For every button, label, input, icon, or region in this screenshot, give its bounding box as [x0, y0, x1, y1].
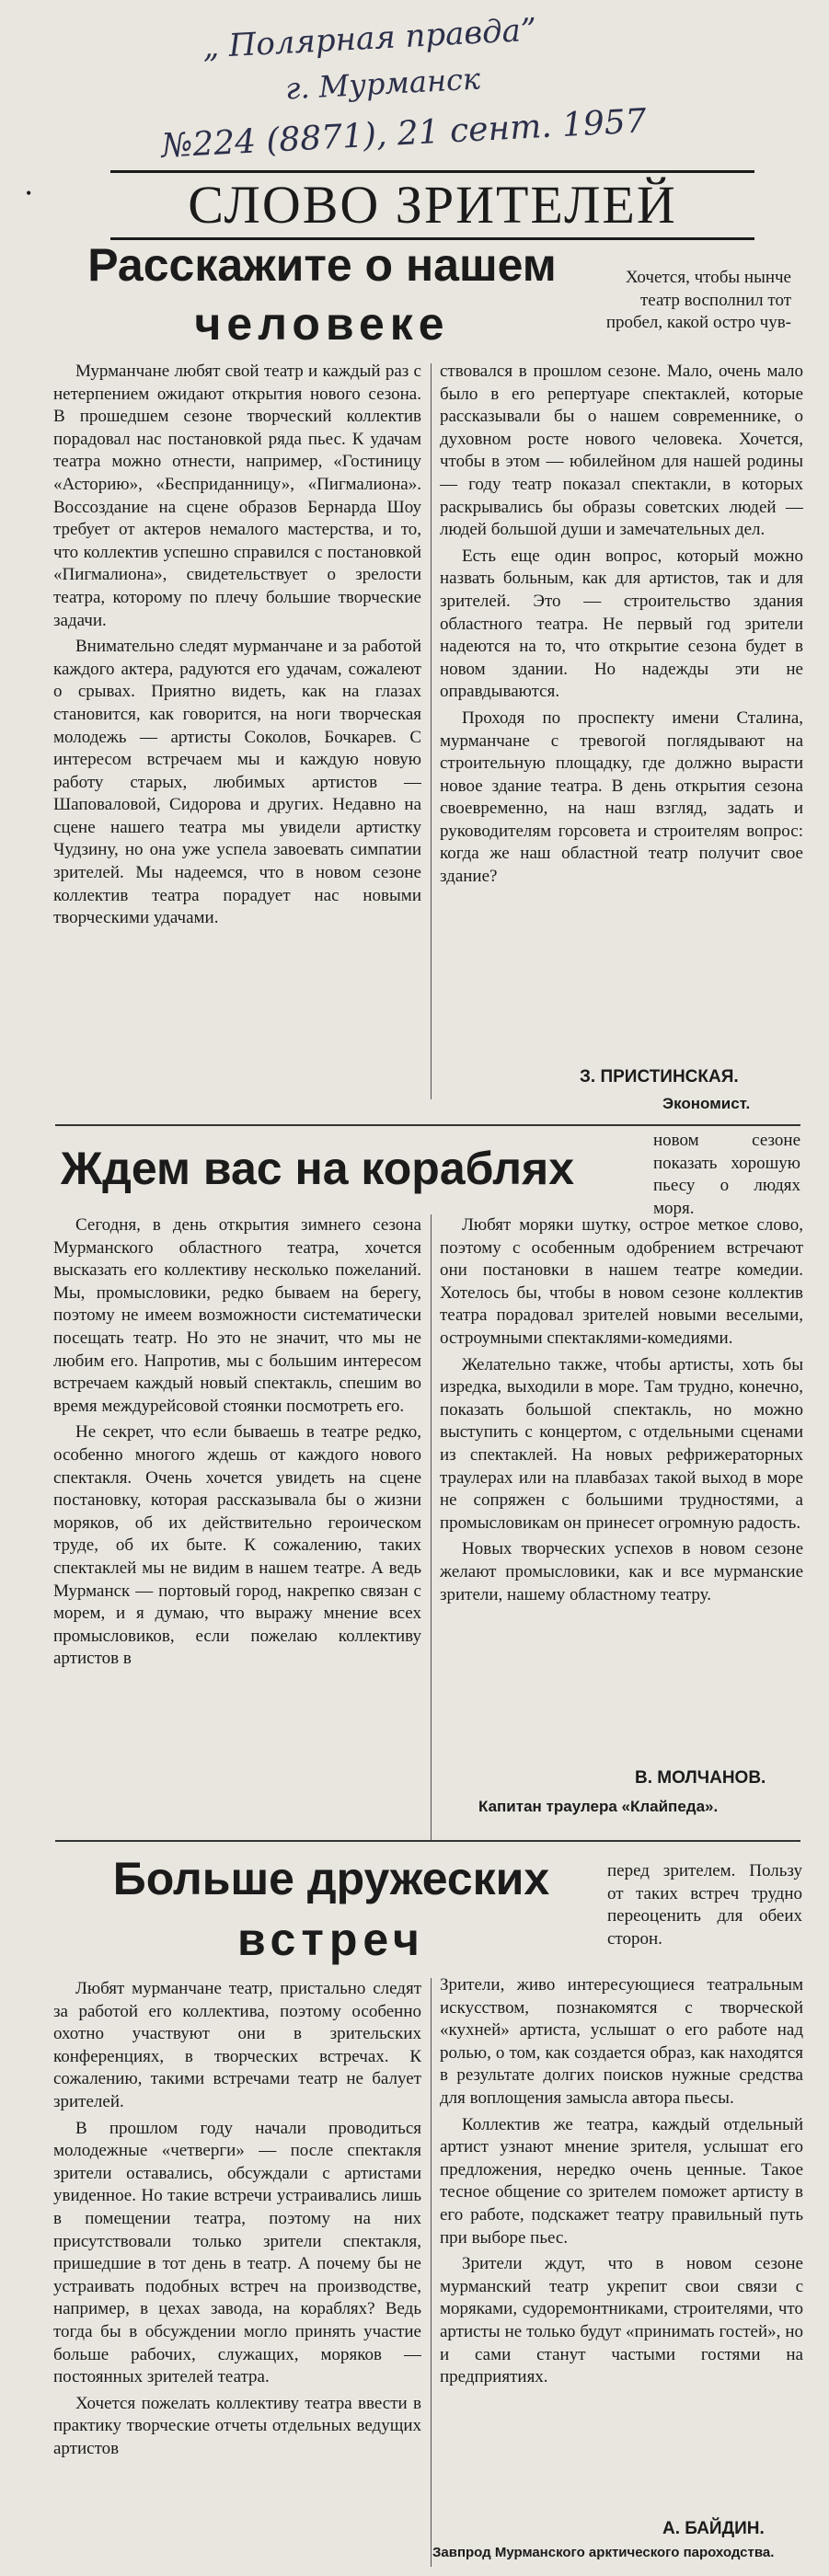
paragraph: Не секрет, что если бываешь в театре редко, особенно многого ждешь от каждого нового спектакля. Очень хочется увидеть на сцене постановку, которая рассказывала бы о жизни моряков, об их действительно героическом труде, об их быте. К сожалению, таких спектаклей мы не видим в нашем театре. А ведь Мурманск — портовый город, накрепко связан с морем, и я думаю, что выражу мнение всех промысловиков, если пожелаю коллективу артистов в [53, 1422, 421, 1669]
article3-side-column [607, 1860, 802, 1971]
paragraph: В прошлом году начали проводиться молодежные «четверги» — после спектакля зрители оставались, обсуждали с артистами увиденное. Но такие встречи устраивались лишь в помещении театра, поэтому на них присутствовали только зрители спектакля, пришедшие в тот день в театр. А почему бы не устраивать подобных встреч на производстве, например, в цехах завода, на кораблях? Ведь тогда бы в обсуждении могло принять участие больше рабочих, служащих, моряков — постоянных зрителей театра. [53, 2118, 421, 2387]
article2-author-role: Капитан траулера «Клайпеда». [478, 1798, 719, 1815]
paragraph: Хочется, чтобы нынче театр восполнил тот пробел, какой остро чув- [605, 268, 791, 333]
article1-title-line1: Расскажите о нашем [87, 239, 557, 291]
paragraph: новом сезоне показать хорошую пьесу о людях моря. [653, 1131, 800, 1218]
paragraph: Мурманчане любят свой театр и каждый раз с нетерпением ожидают открытия нового сезона. В прошедшем сезоне творческий коллектив порадовал нас постановкой ряда пьес. К удачам театра можно отнести, например, «Гостиницу «Асторию», «Бесприданницу», «Пигмалиона». Воссоздание на сцене образов Бернарда Шоу требует от актеров немалого мастерства, и то, что коллектив успешно справился с постановкой «Пигмалиона», свидетельствует о зрелости театра, которому по плечу большие творческие задачи. [53, 362, 421, 630]
paragraph: перед зрителем. Пользу от таких встреч трудно переоценить для обеих сторон. [607, 1861, 802, 1949]
paragraph: Есть еще один вопрос, который можно назвать больным, как для артистов, так и для зрителей. Это — строительство здания областного театра. Не первый год зрители надеются на то, что открытие сезона будет в новом здании. Но надежды эти не оправдываются. [440, 546, 803, 702]
article1-signature: З. ПРИСТИНСКАЯ. [580, 1067, 739, 1087]
article2-right-column [440, 1214, 803, 1780]
section-header: СЛОВО ЗРИТЕЛЕЙ [110, 170, 754, 240]
article-separator [55, 1840, 800, 1842]
paragraph: Желательно также, чтобы артисты, хоть бы изредка, выходили в море. Там трудно, конечно, показать большой спектакль, но можно выступить с концертом, с отдельными сценами из спектаклей. На новых рефрижераторных траулерах или на плавбазах такой выход в море не сопряжен с большими трудностями, а промысловикам он принесет огромную радость. [440, 1354, 803, 1533]
paragraph: ствовался в прошлом сезоне. Мало, очень мало было в его репертуаре спектаклей, которые рассказывали бы о нашем современнике, о духовном росте нового человека. Хочется, чтобы в этом — юбилейном для нашей родины — году театр показал спектакли, в которых раскрывались бы образы советских людей — людей большой души и замечательных дел. [440, 362, 803, 540]
article1-left-column [53, 361, 421, 1124]
bullet-mark: • [26, 184, 32, 202]
paragraph: Коллектив же театра, каждый отдельный артист узнают мнение зрителя, услышат его предложения, нередко очень ценные. Такое тесное общение со зрителем поможет артисту в его работе, подскажет театру правильный путь при выборе пьес. [440, 2114, 803, 2248]
article-separator [55, 1124, 800, 1126]
article2-title: Ждем вас на кораблях [60, 1143, 575, 1194]
article1-author-role: Экономист. [662, 1095, 751, 1112]
article2-left-column [53, 1214, 421, 1849]
article3-signature: А. БАЙДИН. [662, 2519, 765, 2538]
handwritten-city: г. Мурманск [284, 61, 481, 107]
paragraph: Зрители ждут, что в новом сезоне мурманский театр укрепит свои связи с моряками, судоремонтниками, строителями, что артисты не только будут «принимать гостей», но и сами станут частыми гостями на предприятиях. [440, 2254, 803, 2387]
article3-left-column [53, 1978, 421, 2571]
article1-right-column [440, 361, 803, 1078]
paragraph: Внимательно следят мурманчане и за работой каждого актера, радуются его удачам, сожалеют о срывах. Приятно видеть, как на глазах становится, как говорится, на ноги творческая молодежь — артисты Соколов, Бочкарев. С интересом встречаем мы и каждую новую работу старых, любимых артистов — Шаповаловой, Сидорова и других. Недавно на сцене нашего театра мы увидели артистку Чудзину, но она уже успела завоевать симпатии зрителей. Мы надеемся, что в новом сезоне коллектив театра порадует нас новыми творческими удачами. [53, 637, 421, 928]
article3-right-column [440, 1974, 803, 2517]
handwritten-issue-date: №224 (8871), 21 сент. 1957 [160, 102, 648, 166]
paragraph: Сегодня, в день открытия зимнего сезона Мурманского областного театра, хочется высказать его коллективу несколько пожеланий. Мы, промысловики, редко бываем на берегу, поэтому не имеем возможности систематически посещать театр. Но это не значит, что мы не любим его. Напротив, мы с большим интересом встречаем каждый новый спектакль, спешим во время междурейсовой стоянки посмотреть его. [53, 1215, 421, 1416]
article1-title-line2: человеке [194, 298, 450, 350]
column-divider [431, 363, 432, 1099]
paragraph: Любят мурманчане театр, пристально следят за работой его коллектива, поэтому особенно охотно участвуют они в зрительских конференциях, в творческих встречах. К сожалению, такими встречами театр не балует зрителей. [53, 1979, 421, 2111]
paragraph: Любят моряки шутку, острое меткое слово, поэтому с особенным одобрением встречают они постановки в нашем театре комедии. Хотелось бы, чтобы в новом сезоне коллектив театра порадовал зрителей новыми веселыми, остроумными спектаклями-комедиями. [440, 1215, 803, 1348]
handwritten-newspaper-name: „ Полярная правда” [201, 11, 538, 66]
article3-author-role: Завпрод Мурманского арктического пароходства. [432, 2545, 775, 2560]
column-divider [431, 1214, 432, 1840]
article2-side-column [653, 1130, 800, 1222]
paragraph: Новых творческих успехов в новом сезоне желают промысловики, как и все мурманские зрители, нашему областному театру. [440, 1539, 803, 1604]
article3-title-line2: встреч [237, 1914, 425, 1965]
paragraph: Зрители, живо интересующиеся театральным искусством, познакомятся с творческой «кухней» артиста, услышат о его работе над ролью, о том, как создается образ, как находятся в результате долгих поисков нужные средства для воплощения замысла автора пьесы. [440, 1975, 803, 2108]
article2-signature: В. МОЛЧАНОВ. [635, 1768, 766, 1788]
paragraph: Хочется пожелать коллективу театра ввести в практику творческие отчеты отдельных ведущих артистов [53, 2393, 421, 2458]
article3-title-line1: Больше дружеских [112, 1853, 550, 1904]
paragraph: Проходя по проспекту имени Сталина, мурманчане с тревогой поглядывают на строительную площадку, где должно вырасти новое здание театра. В день открытия сезона своевременно, на наш взгляд, задать и руководителям горсовета и строителям вопрос: когда же наш областной театр получит свое здание? [440, 707, 803, 887]
column-divider [431, 1978, 432, 2567]
